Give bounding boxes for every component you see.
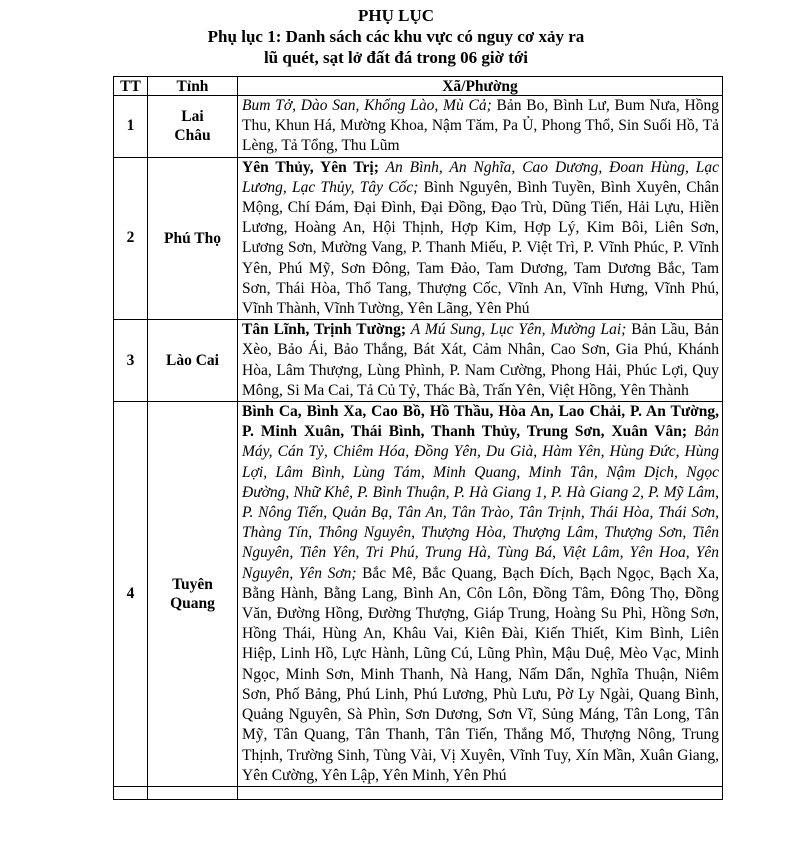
province-cell — [148, 96, 238, 158]
commune-list-normal: Bản Lầu, Bản Xèo, Bảo Ái, Bảo Thắng, Bát Xát, Cảm Nhân, Cao Sơn, Gia Phú, Khánh Hòa, Lâm Thượng, Lùng Phình, P. Nam Cường, Phong Hải, Phúc Lợi, Quy Mông, Si Ma Cai, Tả Củ Tỷ, Thác Bà, Trấn Yên, Việt Hồng, Yên Thành — [242, 321, 720, 399]
page-title: PHỤ LỤC — [357, 6, 435, 25]
cut-off-cell — [238, 786, 723, 799]
header-xa-phuong: Xã/Phường — [238, 77, 723, 96]
header-tinh: Tỉnh — [148, 77, 238, 96]
cut-off-cell — [148, 786, 238, 799]
province-name-line-1: Lào Cai — [166, 352, 219, 370]
province-cell — [148, 157, 238, 320]
province-name-line-2: Châu — [174, 127, 211, 145]
commune-list-bold: Tân Lĩnh, Trịnh Tường; — [242, 321, 407, 339]
commune-list-cell — [238, 320, 723, 402]
province-name-line-1: Tuyên — [172, 575, 213, 593]
commune-list-bold: Bình Ca, Bình Xa, Cao Bồ, Hồ Thầu, Hòa An, Lao Chải, P. An Tường, P. Minh Xuân, Thái Bình, Thanh Thủy, Trung Sơn, Xuân Vân; — [242, 403, 719, 441]
row-number: 1 — [114, 96, 148, 158]
risk-area-table — [113, 76, 723, 800]
commune-list-italic: Bản Máy, Cán Tỷ, Chiêm Hóa, Đồng Yên, Du Già, Hàm Yên, Hùng Đức, Hùng Lợi, Lâm Bình, Lùng Tám, Minh Quang, Minh Tân, Nậm Dịch, Ngọc Đường, Nhữ Khê, P. Bình Thuận, P. Hà Giang 1, P. Hà Giang 2, P. Mỹ Lâm, P. Nông Tiến, Quản Bạ, Tân An, Tân Trào, Tân Trịnh, Thái Hòa, Thái Sơn, Thàng Tín, Thông Nguyên, Thượng Hòa, Thượng Lâm, Thượng Sơn, Tiên Nguyên, Tiên Yên, Tri Phú, Trung Hà, Tùng Bá, Việt Lâm, Yên Hoa, Yên Nguyên, Yên Sơn; — [242, 423, 720, 582]
commune-list-italic: Bum Tở, Dào San, Khổng Lào, Mù Cả; — [242, 97, 492, 114]
table-row — [114, 320, 723, 402]
table-row — [114, 402, 723, 787]
row-number: 2 — [114, 157, 148, 320]
table-header-row — [114, 77, 723, 96]
commune-list-cell — [238, 157, 723, 320]
commune-list-normal: Bản Bo, Bình Lư, Bum Nưa, Hồng Thu, Khun Há, Mường Khoa, Nậm Tăm, Pa Ủ, Phong Thổ, Sin Suối Hồ, Tả Lèng, Tả Tổng, Thu Lũm — [242, 97, 719, 155]
commune-list-bold: Yên Thủy, Yên Trị; — [242, 158, 379, 176]
commune-list-normal: Bắc Mê, Bắc Quang, Bạch Đích, Bạch Ngọc, Bạch Xa, Bằng Hành, Bằng Lang, Bình An, Côn Lôn, Đồng Tâm, Đông Thọ, Đồng Văn, Đường Hồng, Đường Thượng, Giáp Trung, Hoàng Su Phì, Hồng Sơn, Hồng Thái, Hùng An, Khâu Vai, Kiên Đài, Kiến Thiết, Kim Bình, Liên Hiệp, Linh Hồ, Lực Hành, Lũng Cú, Lũng Phìn, Mậu Duệ, Mèo Vạc, Minh Ngọc, Minh Sơn, Minh Thanh, Nà Hang, Nấm Dẩn, Nghĩa Thuận, Niêm Sơn, Phố Bảng, Phú Linh, Phú Lương, Phù Lưu, Pờ Ly Ngài, Quang Bình, Quảng Nguyên, Sà Phìn, Sơn Dương, Sơn Vĩ, Sủng Máng, Tân Long, Tân Mỹ, Tân Quang, Tân Thanh, Tân Tiến, Thắng Mố, Thượng Nông, Trung Thịnh, Trường Sinh, Tùng Vài, Vị Xuyên, Vĩnh Tuy, Xín Mần, Xuân Giang, Yên Cường, Yên Lập, Yên Minh, Yên Phú — [242, 564, 719, 784]
commune-list-cell — [238, 96, 723, 158]
row-number: 4 — [114, 402, 148, 787]
appendix-subtitle-line-2: lũ quét, sạt lở đất đá trong 06 giờ tới — [263, 48, 529, 67]
commune-list-normal: Bình Nguyên, Bình Tuyền, Bình Xuyên, Chân Mộng, Chí Đám, Đại Đình, Đại Đồng, Đạo Trù, Dũng Tiến, Hải Lựu, Hiền Lương, Hoàng An, Hội Thịnh, Hợp Kim, Hợp Lý, Kim Bôi, Liên Sơn, Lương Sơn, Mường Vang, P. Thanh Miếu, P. Việt Trì, P. Vĩnh Phúc, P. Vĩnh Yên, Phú Mỹ, Sơn Đông, Tam Đảo, Tam Dương, Tam Dương Bắc, Tam Sơn, Thái Hòa, Thổ Tang, Thượng Cốc, Vĩnh An, Vĩnh Hưng, Vĩnh Phú, Vĩnh Thành, Vĩnh Tường, Yên Lãng, Yên Phú — [242, 178, 719, 318]
commune-list-cell — [238, 402, 723, 787]
table-row-cut-off — [114, 786, 723, 799]
province-name-line-1: Phú Thọ — [163, 229, 221, 247]
table-row — [114, 96, 723, 158]
province-name-line-1: Lai — [181, 108, 204, 126]
row-number: 3 — [114, 320, 148, 402]
appendix-subtitle-line-1: Phụ lục 1: Danh sách các khu vực có nguy cơ xảy ra — [207, 27, 585, 46]
commune-list-italic: A Mú Sung, Lục Yên, Mường Lai; — [406, 321, 627, 339]
province-name-line-2: Quang — [170, 594, 215, 612]
province-cell — [148, 320, 238, 402]
header-tt: TT — [114, 77, 148, 96]
commune-list-italic: An Bình, An Nghĩa, Cao Dương, Đoan Hùng, Lạc Lương, Lạc Thủy, Tây Cốc; — [242, 158, 719, 196]
cut-off-cell — [114, 786, 148, 799]
document-header — [0, 0, 792, 68]
province-cell — [148, 402, 238, 787]
table-row — [114, 157, 723, 320]
